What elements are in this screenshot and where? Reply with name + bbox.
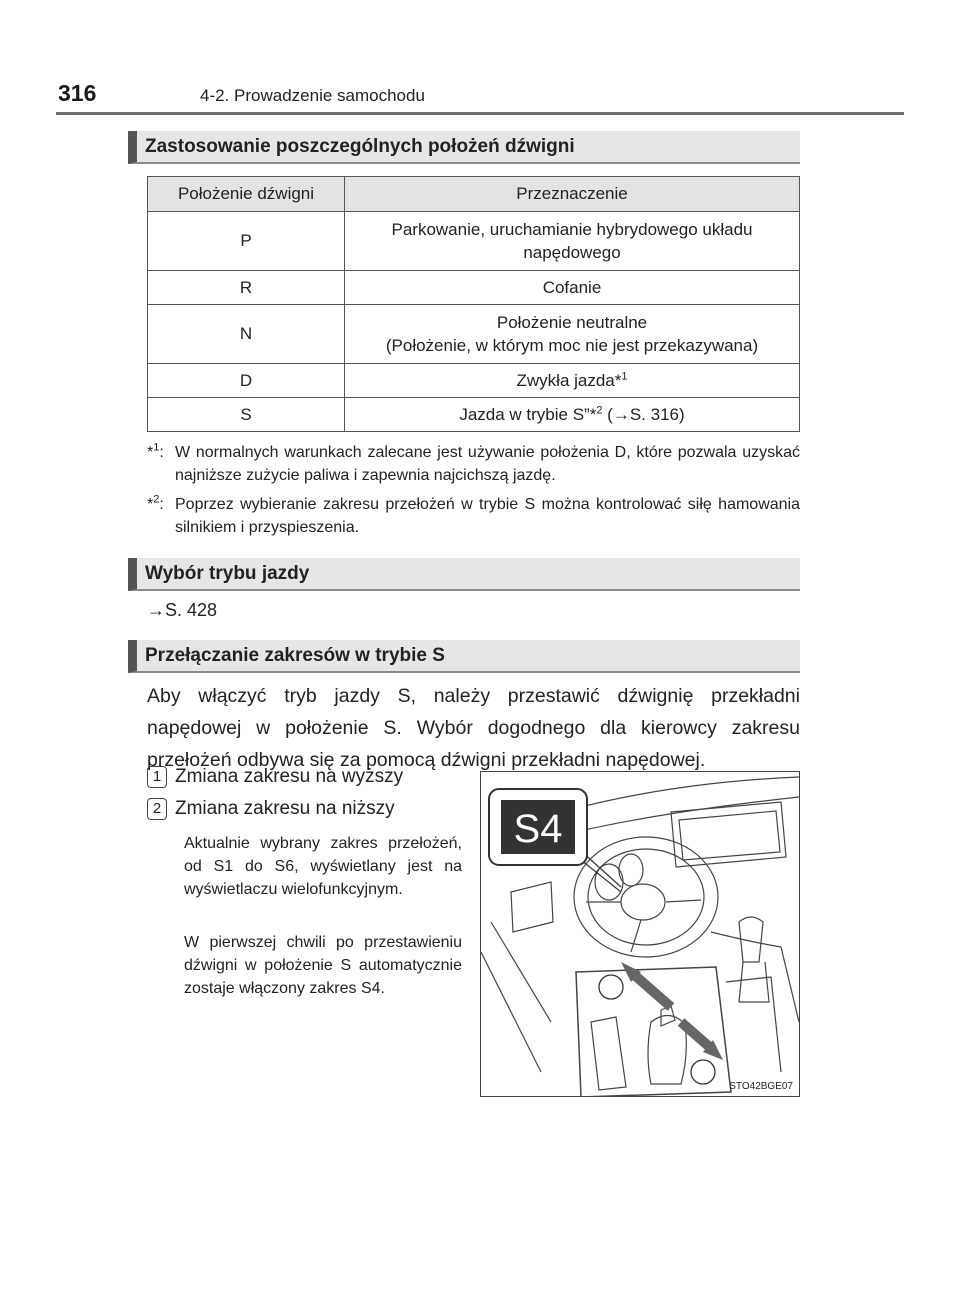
info-paragraph: Aktualnie wybrany zakres przełożeń, od S1 do S6, wyświetlany jest na wyświetlaczu wielofunkcyjnym.	[184, 835, 462, 898]
table-header-row	[148, 177, 800, 212]
footnote-ref: 2	[596, 403, 603, 416]
table-cell-position: P	[148, 212, 345, 271]
section-heading-drive-mode	[128, 558, 800, 591]
table-cell-purpose	[345, 305, 800, 364]
footnote-1	[147, 441, 800, 487]
s-mode-paragraph: Aby włączyć tryb jazdy S, należy przestawić dźwignię przekładni napędowej w położenie S. Wybór dogodnego dla kierowcy zakresu przełożeń odbywa się za pomocą dźwigni przekładni napędowej.	[147, 685, 800, 771]
page-reference-link[interactable]: →S. 428	[147, 600, 218, 620]
figure-code: STO42BGE07	[729, 1081, 793, 1092]
purpose-line: Położenie neutralne	[496, 313, 648, 332]
section-heading-lever-positions	[128, 131, 800, 164]
table-row	[148, 364, 800, 398]
gear-display-text: S4	[513, 807, 563, 851]
page-number: 316	[58, 80, 97, 106]
table-cell-purpose	[345, 212, 800, 271]
table-cell-position: R	[148, 271, 345, 305]
table-row	[148, 212, 800, 271]
section-heading-text: Wybór trybu jazdy	[145, 563, 310, 584]
table-cell-purpose	[345, 364, 800, 398]
purpose-line: napędowego	[523, 243, 621, 262]
footnote-marker: *$^1$:	[147, 441, 164, 461]
list-item-label: Zmiana zakresu na niższy	[175, 798, 395, 820]
table-header-position: Położenie dźwigni	[148, 177, 345, 212]
list-item	[147, 798, 395, 820]
purpose-line: Jazda w trybie S”*	[459, 404, 597, 424]
section-heading-s-mode	[128, 640, 800, 673]
header-divider	[56, 112, 904, 115]
list-item-label: Zmiana zakresu na wyższy	[175, 766, 404, 788]
footnote-marker: *$^2$:	[147, 493, 164, 513]
purpose-line: Parkowanie, uruchamianie hybrydowego układu	[391, 220, 753, 239]
purpose-line: Zwykła jazda*	[516, 370, 622, 390]
table-row	[148, 271, 800, 305]
footnote-ref: 1	[621, 369, 628, 382]
footnote-2	[147, 493, 800, 539]
table-row	[148, 398, 800, 432]
info-paragraph: W pierwszej chwili po przestawieniu dźwigni w położenie S automatycznie zostaje włączony zakres S4.	[184, 934, 462, 997]
footnote-text: W normalnych warunkach zalecane jest używanie położenia D, które pozwala uzyskać najniższe zużycie paliwa i zapewnia najcichszą jazdę.	[175, 444, 800, 484]
table-cell-position: D	[148, 364, 345, 398]
page-reference-link[interactable]: (→S. 316)	[602, 404, 685, 424]
section-title: 4-2. Prowadzenie samochodu	[200, 86, 425, 105]
purpose-line: (Położenie, w którym moc nie jest przekazywana)	[385, 336, 759, 355]
table-row	[148, 305, 800, 364]
table-cell-position: S	[148, 398, 345, 432]
callout-number: 1	[147, 766, 167, 788]
table-cell-position: N	[148, 305, 345, 364]
table-cell-purpose: Cofanie	[345, 271, 800, 305]
list-item	[147, 766, 403, 788]
section-heading-text: Przełączanie zakresów w trybie S	[145, 645, 445, 666]
lever-position-table	[147, 176, 800, 432]
section-heading-text: Zastosowanie poszczególnych położeń dźwigni	[145, 136, 575, 157]
dashboard-drawing	[481, 772, 800, 1097]
callout-number: 2	[147, 798, 167, 820]
table-cell-purpose	[345, 398, 800, 432]
dashboard-illustration	[480, 771, 800, 1097]
table-header-purpose: Przeznaczenie	[345, 177, 800, 212]
footnote-text: Poprzez wybieranie zakresu przełożeń w trybie S można kontrolować siłę hamowania silnikiem i przyspieszenia.	[175, 496, 800, 536]
